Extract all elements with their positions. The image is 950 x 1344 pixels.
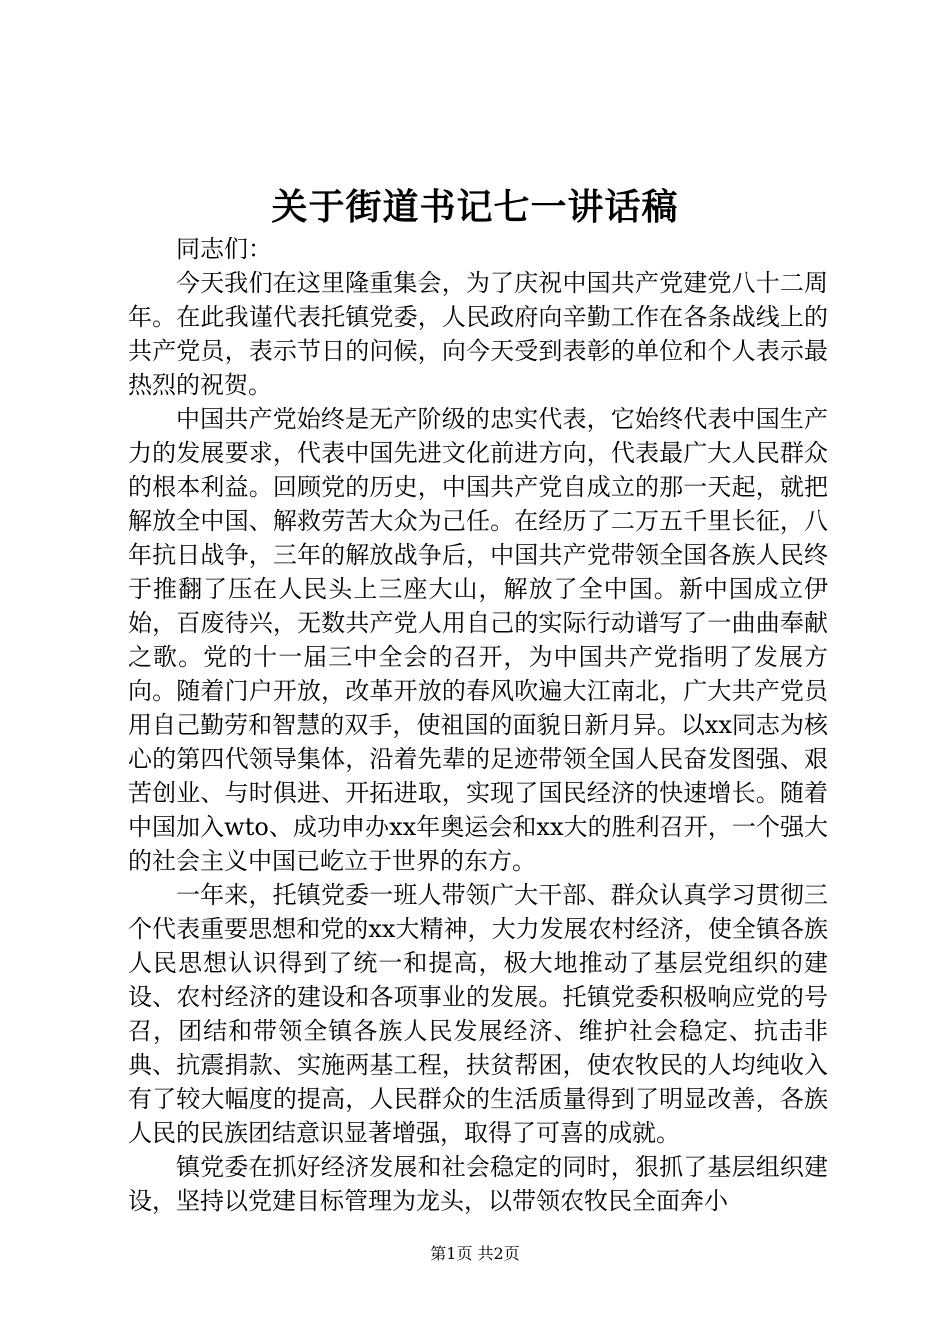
paragraph-4: 镇党委在抓好经济发展和社会稳定的同时，狠抓了基层组织建设，坚持以党建目标管理为龙头，以带领农牧民全面奔小	[128, 1153, 828, 1215]
paragraph-2: 中国共产党始终是无产阶级的忠实代表，它始终代表中国生产力的发展要求，代表中国先进文化前进方向，代表最广大人民群众的根本利益。回顾党的历史，中国共产党自成立的那一天起，就把解放全中国、解救劳苦大众为己任。在经历了二万五千里长征，八年抗日战争，三年的解放战争后，中国共产党带领全国各族人民终于推翻了压在人民头上三座大山，解放了全中国。新中国成立伊始，百废待兴，无数共产党人用自己的实际行动谱写了一曲曲奉献之歌。党的十一届三中全会的召开，为中国共产党指明了发展方向。随着门户开放，改革开放的春风吹遍大江南北，广大共产党员用自己勤劳和智慧的双手，使祖国的面貌日新月异。以xx同志为核心的第四代领导集体，沿着先辈的足迹带领全国人民奋发图强、艰苦创业、与时俱进、开拓进取，实现了国民经济的快速增长。随着中国加入wto、成功申办xx年奥运会和xx大的胜利召开，一个强大的社会主义中国已屹立于世界的东方。	[128, 405, 828, 875]
paragraph-3: 一年来，托镇党委一班人带领广大干部、群众认真学习贯彻三个代表重要思想和党的xx大精神，大力发展农村经济，使全镇各族人民思想认识得到了统一和提高，极大地推动了基层党组织的建设、农村经济的建设和各项事业的发展。托镇党委积极响应党的号召，团结和带领全镇各族人民发展经济、维护社会稳定、抗击非典、抗震捐款、实施两基工程，扶贫帮困，使农牧民的人均纯收入有了较大幅度的提高，人民群众的生活质量得到了明显改善，各族人民的民族团结意识显著增强，取得了可喜的成就。	[128, 881, 828, 1147]
document-body	[128, 232, 828, 1218]
paragraph-1: 今天我们在这里隆重集会，为了庆祝中国共产党建党八十二周年。在此我谨代表托镇党委，人民政府向辛勤工作在各条战线上的共产党员，表示节日的问候，向今天受到表彰的单位和个人表示最热烈的祝贺。	[128, 269, 828, 399]
page-number-footer: 第1页 共2页	[430, 1244, 520, 1263]
document-title: 关于街道书记七一讲话稿	[271, 186, 679, 228]
salutation: 同志们：	[176, 235, 272, 263]
